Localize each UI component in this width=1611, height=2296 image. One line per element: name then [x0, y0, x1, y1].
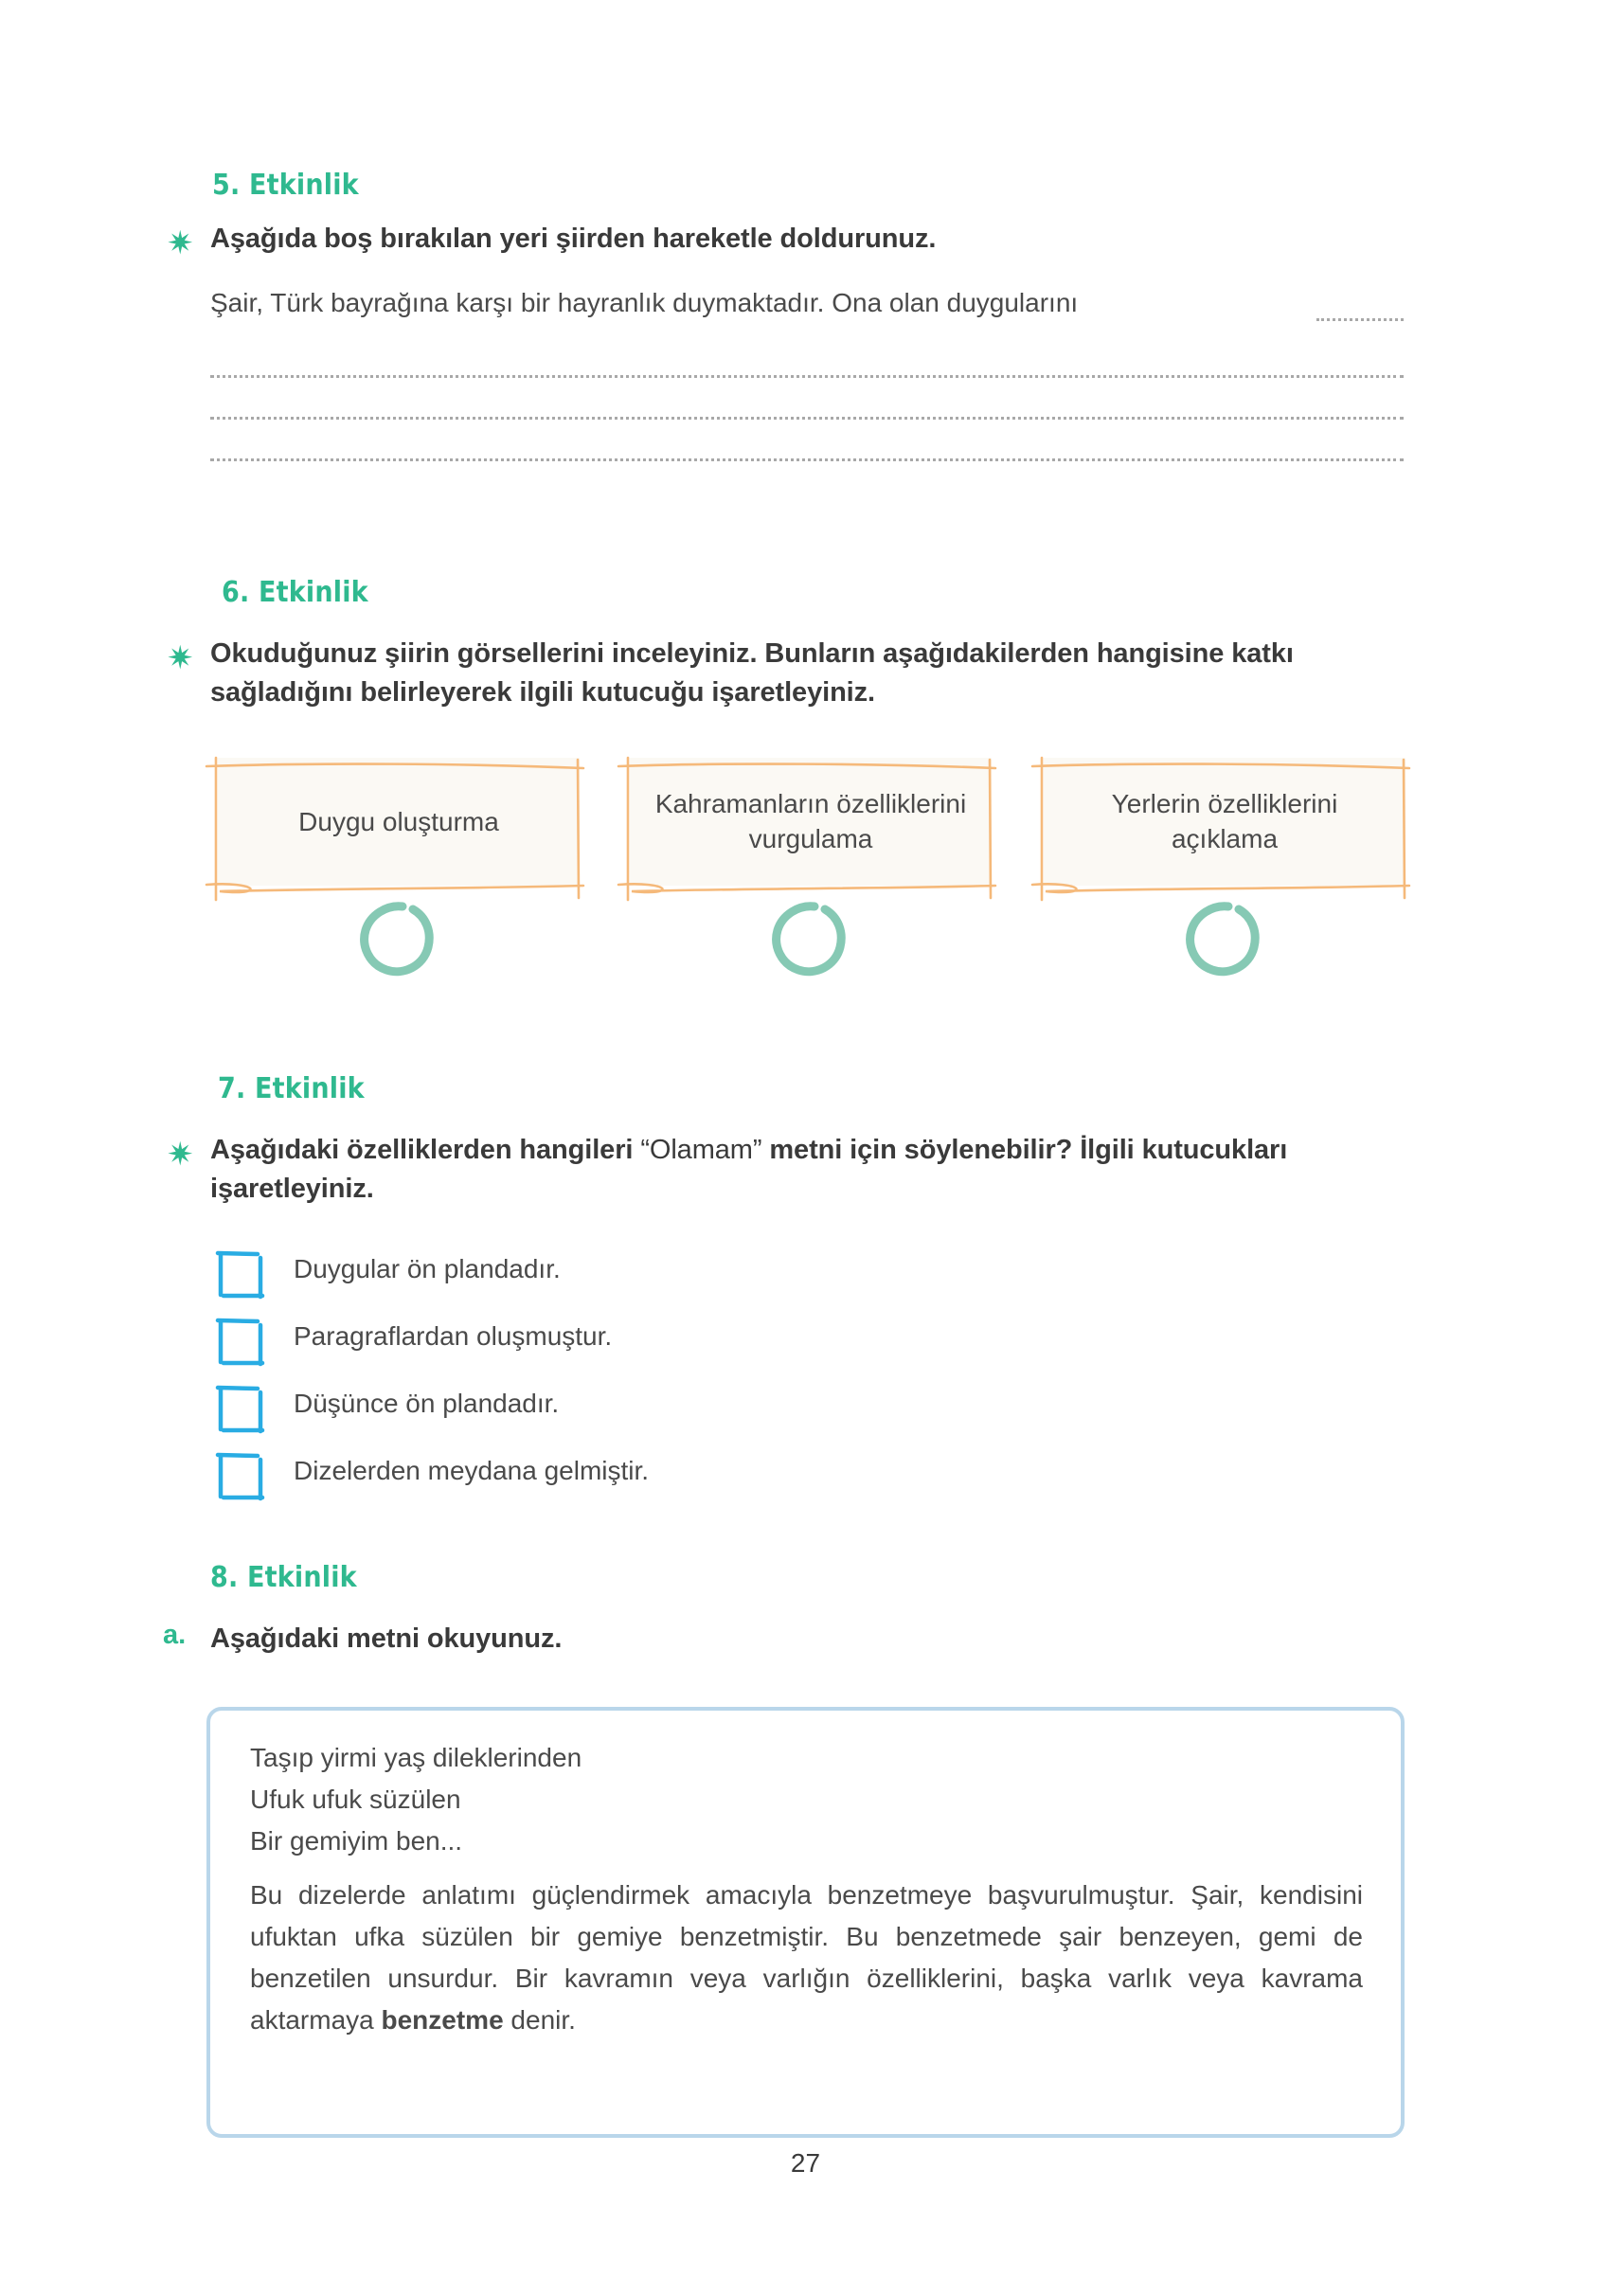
- checkbox-label: Dizelerden meydana gelmiştir.: [294, 1456, 650, 1485]
- circle-marker-icon[interactable]: [358, 900, 439, 979]
- activity-5-answer-text: Şair, Türk bayrağına karşı bir hayranlık duymaktadır. Ona olan duygularını: [210, 288, 1079, 317]
- checkbox-icon[interactable]: [216, 1318, 267, 1369]
- option-card-3-circle-wrap: [1044, 900, 1405, 979]
- explanation-keyword: benzetme: [381, 2005, 504, 2036]
- activity-7-heading: 7. Etkinlik: [218, 1072, 365, 1105]
- activity-6-prompt: Okuduğunuz şiirin görsellerini inceleyiniz. Bunların aşağıdakilerden hangisine katkı sağladığını belirleyerek ilgili kutucuğu işaretleyiniz.: [210, 638, 1294, 709]
- checkbox-icon[interactable]: [216, 1385, 267, 1436]
- activity-7-prompt-part2: metni için söylenebilir? İlgili kutucukları işaretleyiniz.: [210, 1135, 1288, 1205]
- star-bullet-icon: ✷: [167, 1137, 194, 1173]
- activity-7-prompt-part1: Aşağıdaki özelliklerden hangileri: [210, 1135, 641, 1165]
- checkbox-row[interactable]: [216, 1314, 1068, 1381]
- activity-8-heading: 8. Etkinlik: [210, 1561, 357, 1594]
- star-bullet-icon: ✷: [167, 225, 194, 261]
- option-card-2-circle-wrap: [630, 900, 992, 979]
- activity-6-option-row: [218, 758, 1402, 1061]
- poem-line: Ufuk ufuk süzülen: [250, 1785, 461, 1815]
- activity-8-item-letter: a.: [163, 1620, 187, 1650]
- checkbox-row[interactable]: [216, 1247, 1068, 1314]
- checkbox-label: Duygular ön plandadır.: [294, 1254, 561, 1283]
- option-card-2-box: [630, 758, 992, 886]
- checkbox-label: Paragraflardan oluşmuştur.: [294, 1321, 613, 1351]
- explanation-paragraph: [250, 1874, 1363, 2042]
- page-number: 27: [790, 2148, 821, 2178]
- activity-8-prompt: Aşağıdaki metni okuyunuz.: [210, 1623, 563, 1654]
- circle-marker-icon[interactable]: [770, 900, 851, 979]
- activity-5-prompt: Aşağıda boş bırakılan yeri şiirden hareketle doldurunuz.: [210, 224, 937, 254]
- circle-marker-icon[interactable]: [1184, 900, 1265, 979]
- poem-line: Taşıp yirmi yaş dileklerinden: [250, 1743, 582, 1772]
- option-card-1-box: [218, 758, 580, 886]
- explanation-text-before: Bu dizelerde anlatımı güçlendirmek amacıyla benzetmeye başvurulmuştur. Şair, kendisini ufuktan ufka süzülen bir gemiye benzetmiştir. Bu benzetmede şair benzeyen, gemi de benzetilen unsurdur. Bir kavramın veya varlığın özelliklerini, başka varlık veya kavrama aktarmaya: [250, 1879, 1363, 2036]
- explanation-text-after: denir.: [503, 2005, 576, 2036]
- checkbox-row[interactable]: [216, 1448, 1068, 1516]
- checkbox-icon[interactable]: [216, 1250, 267, 1301]
- option-card-1-circle-wrap: [218, 900, 580, 979]
- option-card-3-box: [1044, 758, 1405, 886]
- option-card-1[interactable]: [218, 758, 580, 886]
- fill-blank-line-1[interactable]: [210, 372, 1404, 378]
- activity-7-prompt-quote: “Olamam”: [640, 1135, 762, 1165]
- option-card-3-label: Yerlerin özelliklerini açıklama: [1111, 788, 1338, 854]
- option-card-1-label: Duygu oluşturma: [298, 806, 499, 836]
- checkbox-row[interactable]: [216, 1381, 1068, 1448]
- poem-line: Bir gemiyim ben...: [250, 1826, 463, 1857]
- fill-blank-line-3[interactable]: [210, 456, 1404, 461]
- activity-5-heading: 5. Etkinlik: [212, 169, 359, 202]
- activity-7-prompt: [210, 1131, 1413, 1209]
- option-card-2-label: Kahramanların özelliklerini vurgulama: [654, 788, 967, 854]
- fill-blank-line-inline[interactable]: [1316, 315, 1404, 321]
- activity-7-checkbox-list: [216, 1247, 1068, 1516]
- star-bullet-icon: ✷: [167, 640, 194, 676]
- fill-blank-line-2[interactable]: [210, 414, 1404, 420]
- checkbox-icon[interactable]: [216, 1452, 267, 1503]
- option-card-2[interactable]: [630, 758, 992, 886]
- checkbox-label: Düşünce ön plandadır.: [294, 1389, 560, 1418]
- option-card-3[interactable]: [1044, 758, 1405, 886]
- reading-text-box: [206, 1707, 1405, 2138]
- activity-6-heading: 6. Etkinlik: [222, 576, 368, 609]
